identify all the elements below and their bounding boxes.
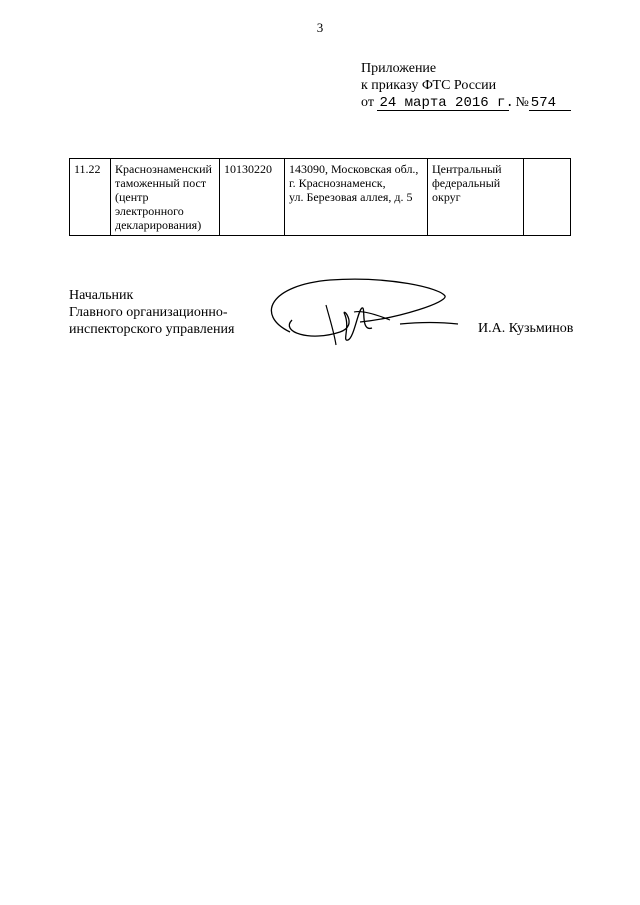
post-name-line: таможенный пост [115,176,207,190]
district-line: округ [432,190,461,204]
address-line: г. Краснознаменск, [289,176,386,190]
post-code: 10130220 [220,159,285,236]
number-prefix: № [515,95,529,110]
position-line: Начальник [69,288,134,303]
order-date: 24 марта 2016 г. [379,95,514,111]
annex-subtitle: к приказу ФТС России [361,78,497,93]
signatory-name: И.А. Кузьминов [478,321,574,336]
post-name-line: декларирования) [115,218,202,232]
address-line: ул. Березовая аллея, д. 5 [289,190,413,204]
order-number: 574 [529,96,571,111]
federal-district [428,159,524,236]
annex-title: Приложение [361,61,437,76]
customs-posts-table [69,158,571,236]
position-line: Главного организационно- [69,305,228,320]
position-line: инспекторского управления [69,322,235,337]
handwritten-signature [250,270,460,360]
table-row [70,159,571,236]
post-name-line: (центр [115,190,149,204]
post-name-line: электронного [115,204,184,218]
page-number: 3 [316,20,324,35]
district-line: Центральный [432,162,502,176]
date-prefix: от [361,95,374,110]
post-name-line: Краснознаменский [115,162,212,176]
address-line: 143090, Московская обл., [289,162,419,176]
annex-date-line [361,94,571,111]
district-line: федеральный [432,176,501,190]
row-index: 11.22 [70,159,111,236]
signatory-position [69,287,234,338]
empty-cell [524,159,571,236]
annex-header [361,60,571,111]
post-name [111,159,220,236]
post-address [285,159,428,236]
